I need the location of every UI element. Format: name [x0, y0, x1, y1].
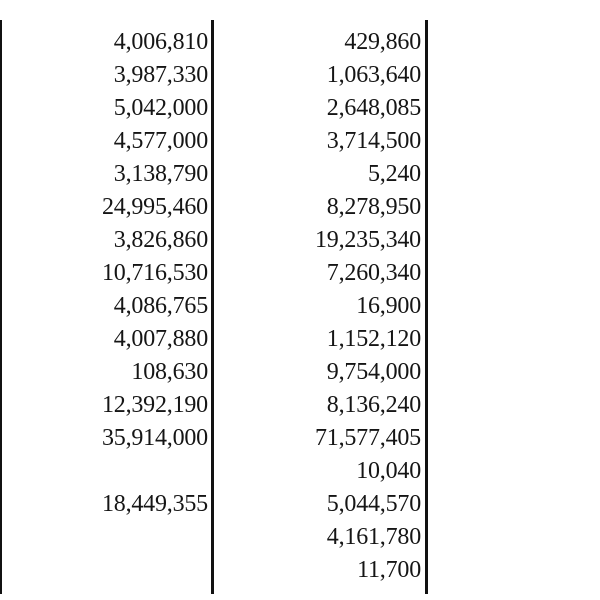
- table-cell: 108,630: [131, 359, 208, 385]
- table-cell: 3,987,330: [113, 62, 208, 88]
- table-cell: 24,995,460: [101, 194, 208, 220]
- table-cell: 11,700: [357, 557, 421, 583]
- amount-column-1: [48, 26, 208, 587]
- table-cell: 16,900: [356, 293, 421, 319]
- table-cell: 18,449,355: [101, 491, 208, 517]
- table-cell: 71,577,405: [314, 425, 421, 451]
- table-cell: 4,161,780: [326, 524, 421, 550]
- table-cell: 4,006,810: [113, 29, 208, 55]
- table-cell: 12,392,190: [101, 392, 208, 418]
- table-cell: [48, 554, 208, 587]
- table-cell: 10,716,530: [101, 260, 208, 286]
- table-cell: 429,860: [344, 29, 421, 55]
- table-cell: 3,138,790: [113, 161, 208, 187]
- table-cell: 7,260,340: [326, 260, 421, 286]
- table-cell: 1,152,120: [326, 326, 421, 352]
- table-cell: 35,914,000: [101, 425, 208, 451]
- table-cell: 10,040: [356, 458, 421, 484]
- table-cell: 19,235,340: [314, 227, 421, 253]
- table-column-divider: [211, 20, 214, 594]
- table-left-border: [0, 20, 2, 594]
- table-cell: [48, 521, 208, 554]
- table-cell: [48, 455, 208, 488]
- table-cell: 2,648,085: [326, 95, 421, 121]
- table-cell: 9,754,000: [326, 359, 421, 385]
- table-cell: 1,063,640: [326, 62, 421, 88]
- table-cell: 3,826,860: [113, 227, 208, 253]
- table-cell: 8,136,240: [326, 392, 421, 418]
- table-cell: 4,007,880: [113, 326, 208, 352]
- table-cell: 8,278,950: [326, 194, 421, 220]
- table-cell: 5,042,000: [113, 95, 208, 121]
- table-cell: 5,240: [367, 161, 421, 187]
- table-cell: 4,577,000: [113, 128, 208, 154]
- amount-column-2: [261, 26, 421, 587]
- table-right-border: [425, 20, 428, 594]
- table-cell: 5,044,570: [326, 491, 421, 517]
- table-cell: 3,714,500: [326, 128, 421, 154]
- table-cell: 4,086,765: [113, 293, 208, 319]
